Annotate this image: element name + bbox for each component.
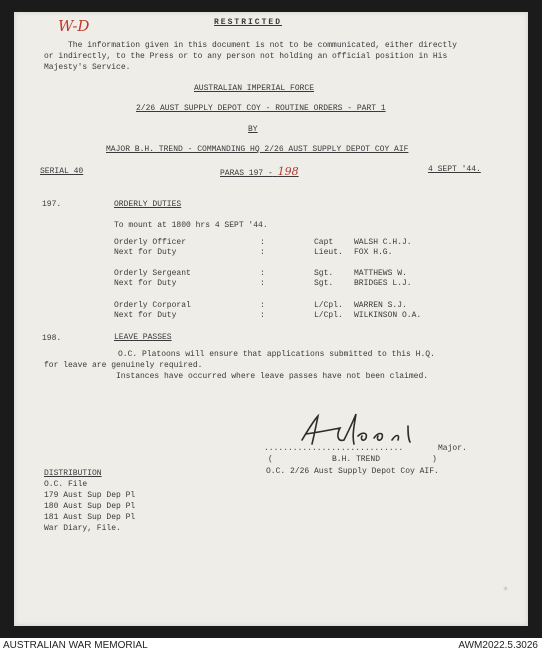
para-198-line-1: O.C. Platoons will ensure that applications submitted to this H.Q. [118,350,435,359]
by-label: BY [248,125,258,134]
duty-colon: : [260,311,265,320]
duty-name: MATTHEWS W. [354,269,407,278]
duty-role: Next for Duty [114,311,177,320]
orders-title: 2/26 AUST SUPPLY DEPOT COY - ROUTINE ORDERS - PART 1 [136,104,386,113]
duty-role: Orderly Sergeant [114,269,191,278]
signature-appointment: O.C. 2/26 Aust Supply Depot Coy AIF. [266,467,439,476]
order-date: 4 SEPT '44. [428,165,481,174]
duty-colon: : [260,301,265,310]
duty-name: WALSH C.H.J. [354,238,412,247]
duty-colon: : [260,238,265,247]
issuer-line: MAJOR B.H. TREND - COMMANDING HQ 2/26 AUST SUPPLY DEPOT COY AIF [106,145,409,154]
distribution-item: 181 Aust Sup Dep Pl [44,513,136,522]
duty-role: Orderly Corporal [114,301,191,310]
notice-line-1: The information given in this document is not to be communicated, either directly [68,41,457,50]
para-198-line-2: for leave are genuinely required. [44,361,203,370]
notice-line-3: Majesty's Service. [44,63,131,72]
duty-name: WILKINSON O.A. [354,311,422,320]
para-198-line-3: Instances have occurred where leave passes have not been claimed. [116,372,429,381]
duty-rank: Lieut. [314,248,343,257]
para-197-heading: ORDERLY DUTIES [114,200,182,209]
duty-colon: : [260,248,265,257]
distribution-item: 179 Aust Sup Dep Pl [44,491,136,500]
handwritten-mark: W-D [58,17,90,35]
serial-number: SERIAL 40 [40,167,84,176]
footer-bar [0,638,542,653]
distribution-item: 180 Aust Sup Dep Pl [44,502,136,511]
signature-close-paren: ) [432,455,437,464]
footer-institution: AUSTRALIAN WAR MEMORIAL [3,640,148,651]
duty-role: Next for Duty [114,248,177,257]
classification-heading: RESTRICTED [214,18,283,27]
footer-accession-number: AWM2022.5.3026 [458,640,538,651]
signature-open-paren: ( [268,455,273,464]
duty-rank: L/Cpl. [314,301,343,310]
para-197-intro: To mount at 1800 hrs 4 SEPT '44. [114,221,268,230]
distribution-item: O.C. File [44,480,88,489]
duty-rank: Sgt. [314,279,334,288]
duty-rank: Capt [314,238,334,247]
duty-name: WARREN S.J. [354,301,407,310]
duty-colon: : [260,269,265,278]
duty-name: BRIDGES L.J. [354,279,412,288]
duty-rank: L/Cpl. [314,311,343,320]
duty-colon: : [260,279,265,288]
duty-role: Orderly Officer [114,238,187,247]
paras-range [220,167,299,179]
para-198-heading: LEAVE PASSES [114,333,172,342]
paras-label: PARAS 197 - [220,169,273,178]
duty-name: FOX H.G. [354,248,393,257]
distribution-item: War Diary, File. [44,524,121,533]
notice-line-2: or indirectly, to the Press or to any person not holding an official position in His [44,52,448,61]
signature-name: B.H. TREND [332,455,381,464]
force-heading: AUSTRALIAN IMPERIAL FORCE [194,84,315,93]
duty-rank: Sgt. [314,269,334,278]
para-197-number: 197. [42,200,62,209]
signature-rank: Major. [438,444,467,453]
document-page [14,12,528,626]
faint-page-mark: ✳ [503,584,509,594]
paras-handwritten: 198 [277,165,299,178]
distribution-heading: DISTRIBUTION [44,469,102,478]
para-198-number: 198. [42,334,62,343]
duty-role: Next for Duty [114,279,177,288]
signature-dotted-line: ............................. [264,444,404,453]
